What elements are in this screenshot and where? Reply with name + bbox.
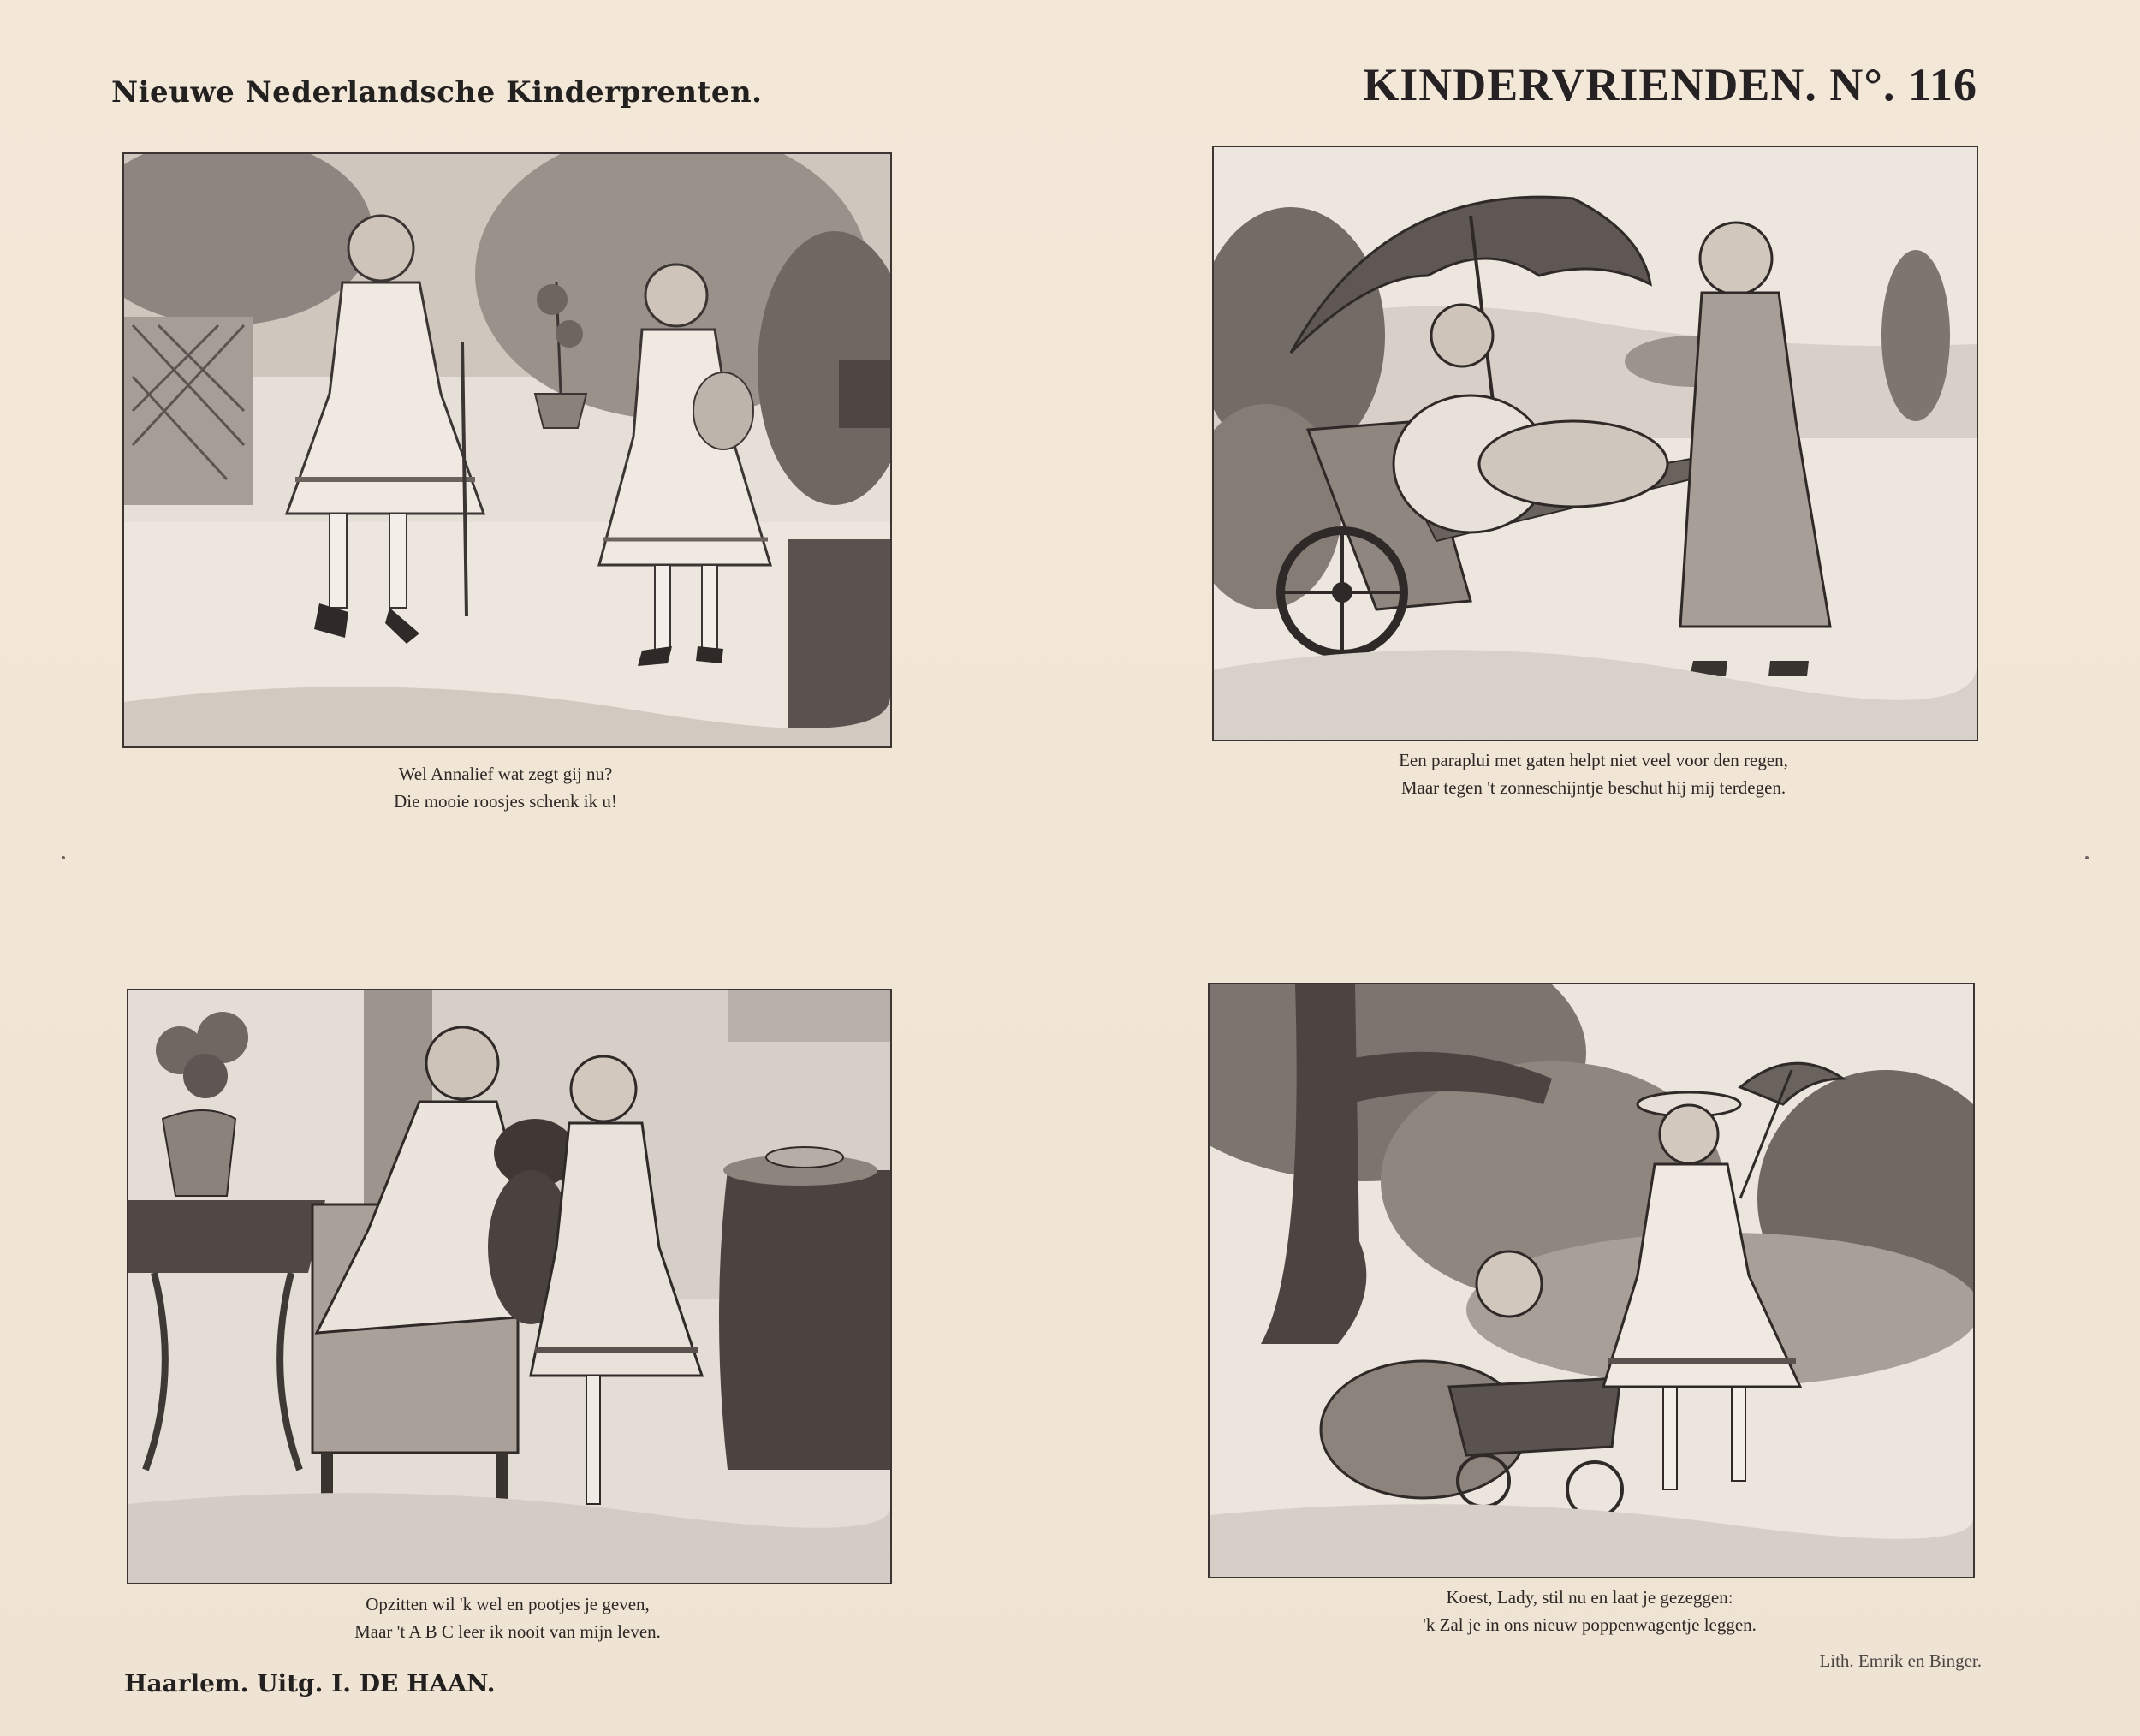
caption-garden-roses (122, 760, 889, 815)
illustration-doll-pram (1208, 983, 1975, 1578)
caption-line: Een paraplui met gaten helpt niet veel voor den regen, (1399, 750, 1788, 770)
registration-mark (2085, 856, 2089, 859)
caption-wheelbarrow-umbrella (1212, 746, 1975, 801)
caption-line: Wel Annalief wat zegt gij nu? (398, 764, 613, 784)
caption-parlour-dog (127, 1590, 889, 1645)
registration-mark (62, 856, 65, 859)
caption-line: Opzitten wil 'k wel en pootjes je geven, (366, 1594, 650, 1614)
caption-line: 'k Zal je in ons nieuw poppenwagentje leggen. (1423, 1614, 1757, 1635)
caption-line: Maar tegen 't zonneschijntje beschut hij mij terdegen. (1400, 777, 1786, 798)
caption-line: Koest, Lady, stil nu en laat je gezeggen: (1446, 1587, 1733, 1608)
illustration-parlour-dog (127, 989, 892, 1584)
caption-line: Maar 't A B C leer ik nooit van mijn leven. (354, 1621, 661, 1642)
lithographer-imprint: Lith. Emrik en Binger. (1819, 1650, 1982, 1671)
sheet-title: KINDERVRIENDEN. N°. 116 (1363, 59, 1977, 110)
illustration-wheelbarrow-umbrella (1212, 146, 1978, 741)
series-title: Nieuwe Nederlandsche Kinderprenten. (111, 75, 763, 110)
publisher-imprint: Haarlem. Uitg. I. DE HAAN. (124, 1669, 496, 1697)
caption-line: Die mooie roosjes schenk ik u! (394, 791, 617, 812)
illustration-garden-roses (122, 152, 892, 748)
caption-doll-pram (1208, 1584, 1971, 1638)
